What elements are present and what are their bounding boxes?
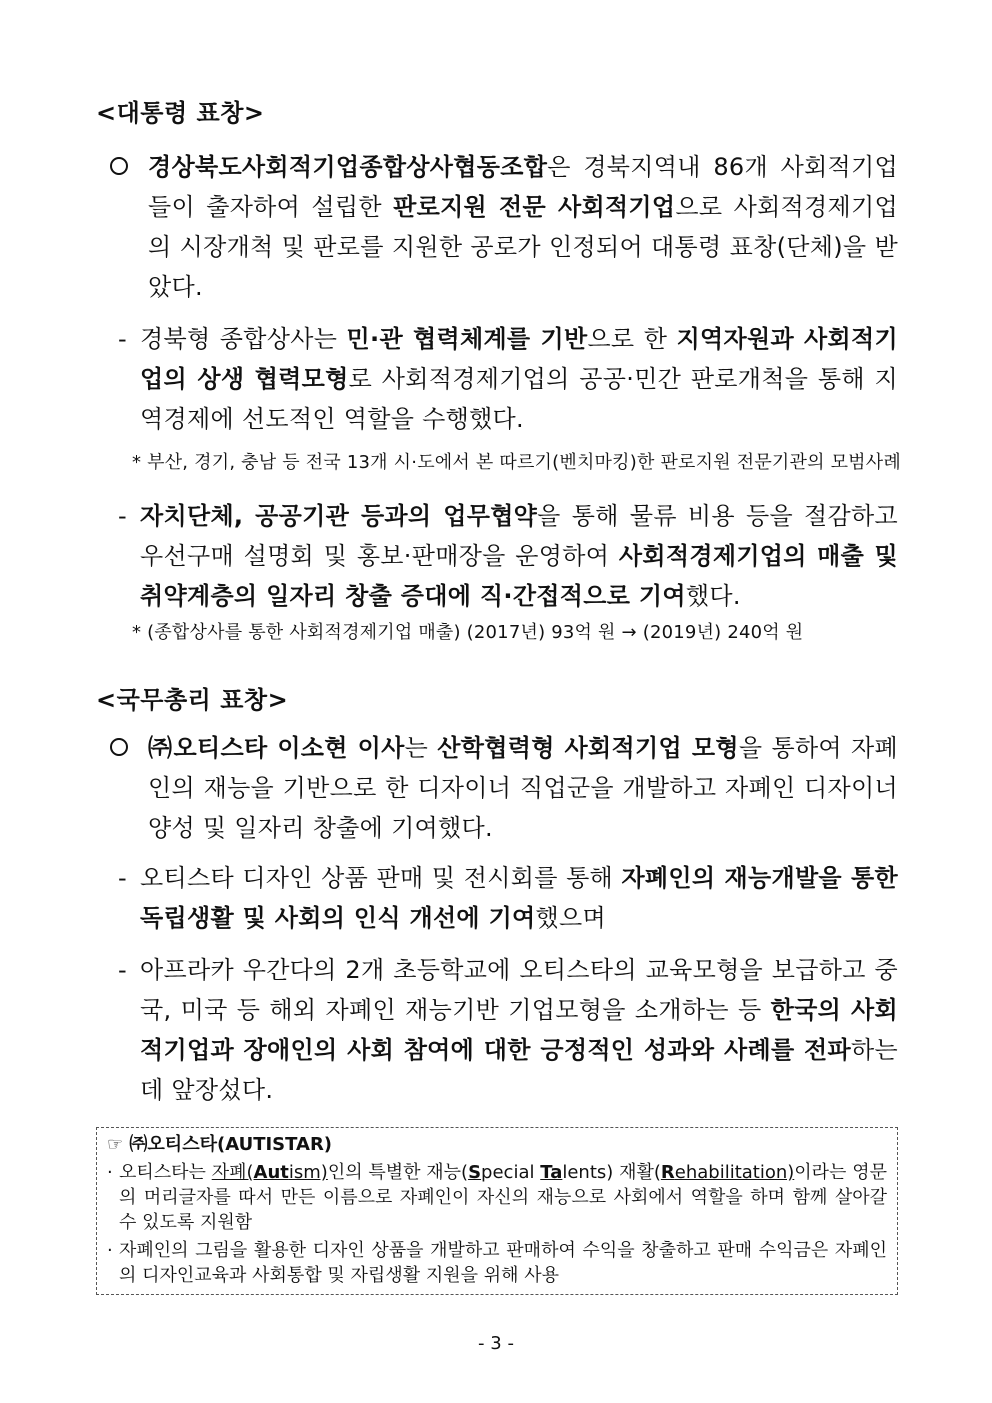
presidential-award-text: 경상북도사회적기업종합상사협동조합은 경북지역내 86개 사회적기업들이 출자하여 설립한 판로지원 전문 사회적기업으로 사회적경제기업의 시장개척 및 판로를 지원한 공로가 인정되어 대통령 표창(단체)을 받았다. [148, 153, 898, 301]
page-number: - 3 - [478, 1333, 514, 1354]
presidential-sub-item-1 [118, 319, 898, 439]
section-heading-presidential-award: <대통령 표창> [96, 99, 265, 127]
autistar-info-box [96, 1127, 898, 1295]
presidential-sub-item-2-text: 자치단체, 공공기관 등과의 업무협약을 통해 물류 비용 등을 절감하고 우선구매 설명회 및 홍보·판매장을 운영하여 사회적경제기업의 매출 및 취약계층의 일자리 창출 증대에 직·간접적으로 기여했다. [140, 502, 898, 610]
dash-bullet: - [118, 864, 127, 892]
presidential-note-1: * 부산, 경기, 충남 등 전국 13개 시·도에서 본 따르기(벤치마킹)한 판로지원 전문기관의 모범사례 [132, 452, 901, 473]
prime-minister-sub-item-1-text: 오티스타 디자인 상품 판매 및 전시회를 통해 자폐인의 재능개발을 통한 독립생활 및 사회의 인식 개선에 기여했으며 [140, 864, 898, 932]
prime-minister-award-item [110, 728, 898, 848]
info-box-bullet-2: · 자폐인의 그림을 활용한 디자인 상품을 개발하고 판매하여 수익을 창출하고 판매 수익금은 자폐인의 디자인교육과 사회통합 및 자립생활 지원을 위해 사용 [107, 1240, 887, 1286]
middle-dot-bullet: · [107, 1162, 113, 1183]
info-box-bullet-1: · 오티스타는 자폐(Autism)인의 특별한 재능(Special Talents) 재활(Rehabilitation)이라는 영문의 머리글자를 따서 만든 이름으로 자폐인이 자신의 재능으로 사회에서 역할을 하며 함께 살아갈 수 있도록 지원함 [107, 1162, 887, 1233]
presidential-sub-item-2 [118, 496, 898, 616]
info-box-title [107, 1132, 887, 1157]
prime-minister-sub-item-2 [118, 950, 898, 1110]
presidential-sub-item-1-text: 경북형 종합상사는 민·관 협력체계를 기반으로 한 지역자원과 사회적기업의 상생 협력모형로 사회적경제기업의 공공·민간 판로개척을 통해 지역경제에 선도적인 역할을 수행했다. [140, 325, 898, 433]
circle-bullet-icon [110, 738, 128, 756]
dash-bullet: - [118, 956, 127, 984]
presidential-note-2: * (종합상사를 통한 사회적경제기업 매출) (2017년) 93억 원 → (2019년) 240억 원 [132, 622, 804, 643]
prime-minister-sub-item-1 [118, 858, 898, 938]
pointing-hand-icon: ☞ [107, 1134, 124, 1155]
info-box-title-text: ㈜오티스타(AUTISTAR) [129, 1134, 333, 1155]
dash-bullet: - [118, 325, 127, 353]
prime-minister-award-text: ㈜오티스타 이소현 이사는 산학협력형 사회적기업 모형을 통하여 자폐인의 재능을 기반으로 한 디자이너 직업군을 개발하고 자폐인 디자이너 양성 및 일자리 창출에 기여했다. [148, 734, 899, 842]
circle-bullet-icon [110, 157, 128, 175]
dash-bullet: - [118, 502, 127, 530]
middle-dot-bullet: · [107, 1240, 113, 1261]
presidential-award-item [110, 147, 898, 307]
prime-minister-sub-item-2-text: 아프라카 우간다의 2개 초등학교에 오티스타의 교육모형을 보급하고 중국, 미국 등 해외 자폐인 재능기반 기업모형을 소개하는 등 한국의 사회적기업과 장애인의 사회 참여에 대한 긍정적인 성과와 사례를 전파하는데 앞장섰다. [140, 956, 898, 1104]
section-heading-prime-minister-award: <국무총리 표창> [96, 686, 289, 714]
